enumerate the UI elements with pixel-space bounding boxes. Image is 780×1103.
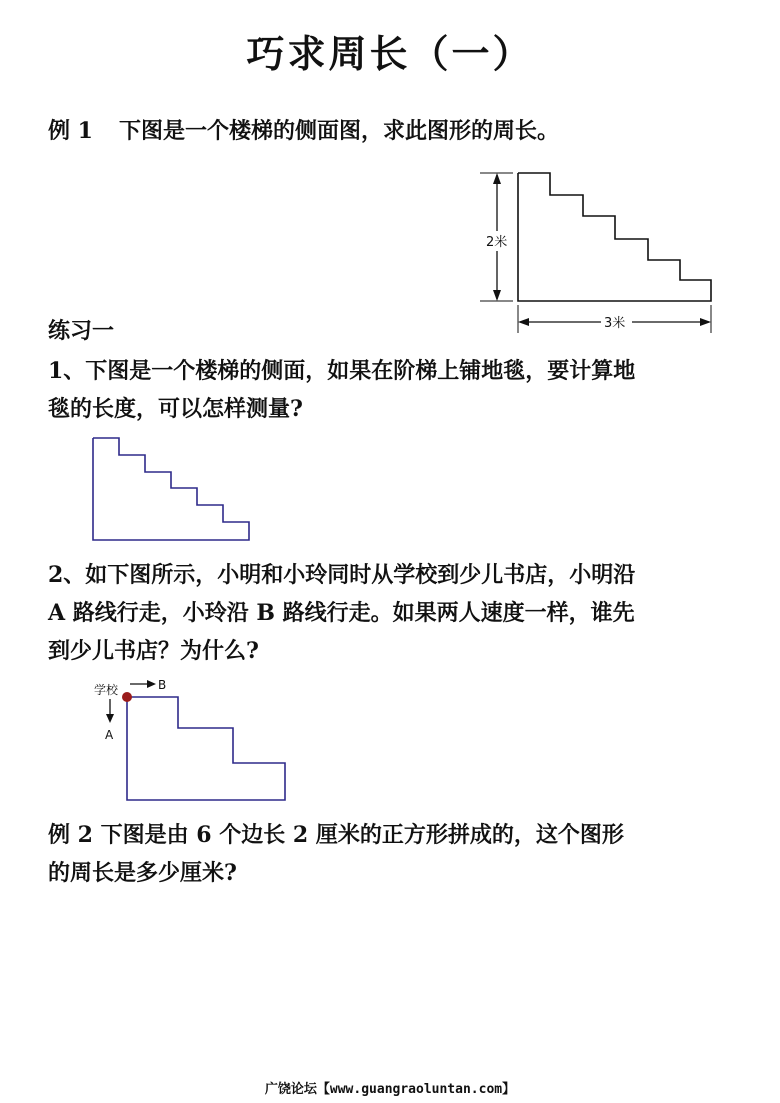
staircase-outline-2 (93, 438, 249, 540)
example-1-text: 下图是一个楼梯的侧面图，求此图形的周长。 (118, 118, 559, 144)
arrow-a-icon (106, 714, 114, 723)
width-label: 3米 (604, 316, 626, 331)
example-2-line-2: 的周长是多少厘米? (48, 860, 237, 886)
school-label: 学校 (94, 683, 119, 697)
school-dot (122, 692, 132, 702)
question-1-line-2: 毯的长度，可以怎样测量? (48, 396, 303, 422)
page-title: 巧求周长（一） (246, 31, 534, 76)
question-2-line-3: 到少儿书店？为什么? (48, 638, 259, 664)
exercise-heading: 练习一 (48, 318, 115, 344)
example-1 (48, 112, 559, 150)
question-2-line-1: 2、如下图所示，小明和小玲同时从学校到少儿书店，小明沿 (48, 562, 636, 588)
example-2-line-1: 例 2 下图是由 6 个边长 2 厘米的正方形拼成的，这个图形 (48, 822, 624, 848)
route-outline (127, 697, 285, 800)
staircase-figure-1 (480, 165, 730, 335)
staircase-outline (518, 173, 711, 301)
footer: 广饶论坛【www.guangraoluntan.com】 (264, 1082, 516, 1097)
question-2-line-2: A 路线行走，小玲沿 B 路线行走。如果两人速度一样，谁先 (48, 600, 635, 626)
route-figure (88, 674, 293, 806)
staircase-figure-2 (90, 435, 255, 545)
example-1-label: 例 1 (48, 118, 93, 144)
height-label: 2米 (486, 235, 508, 250)
route-b-label: B (158, 678, 167, 692)
arrow-b-icon (147, 680, 156, 688)
route-a-label: A (105, 728, 114, 742)
question-1-line-1: 1、下图是一个楼梯的侧面，如果在阶梯上铺地毯，要计算地 (48, 358, 636, 384)
